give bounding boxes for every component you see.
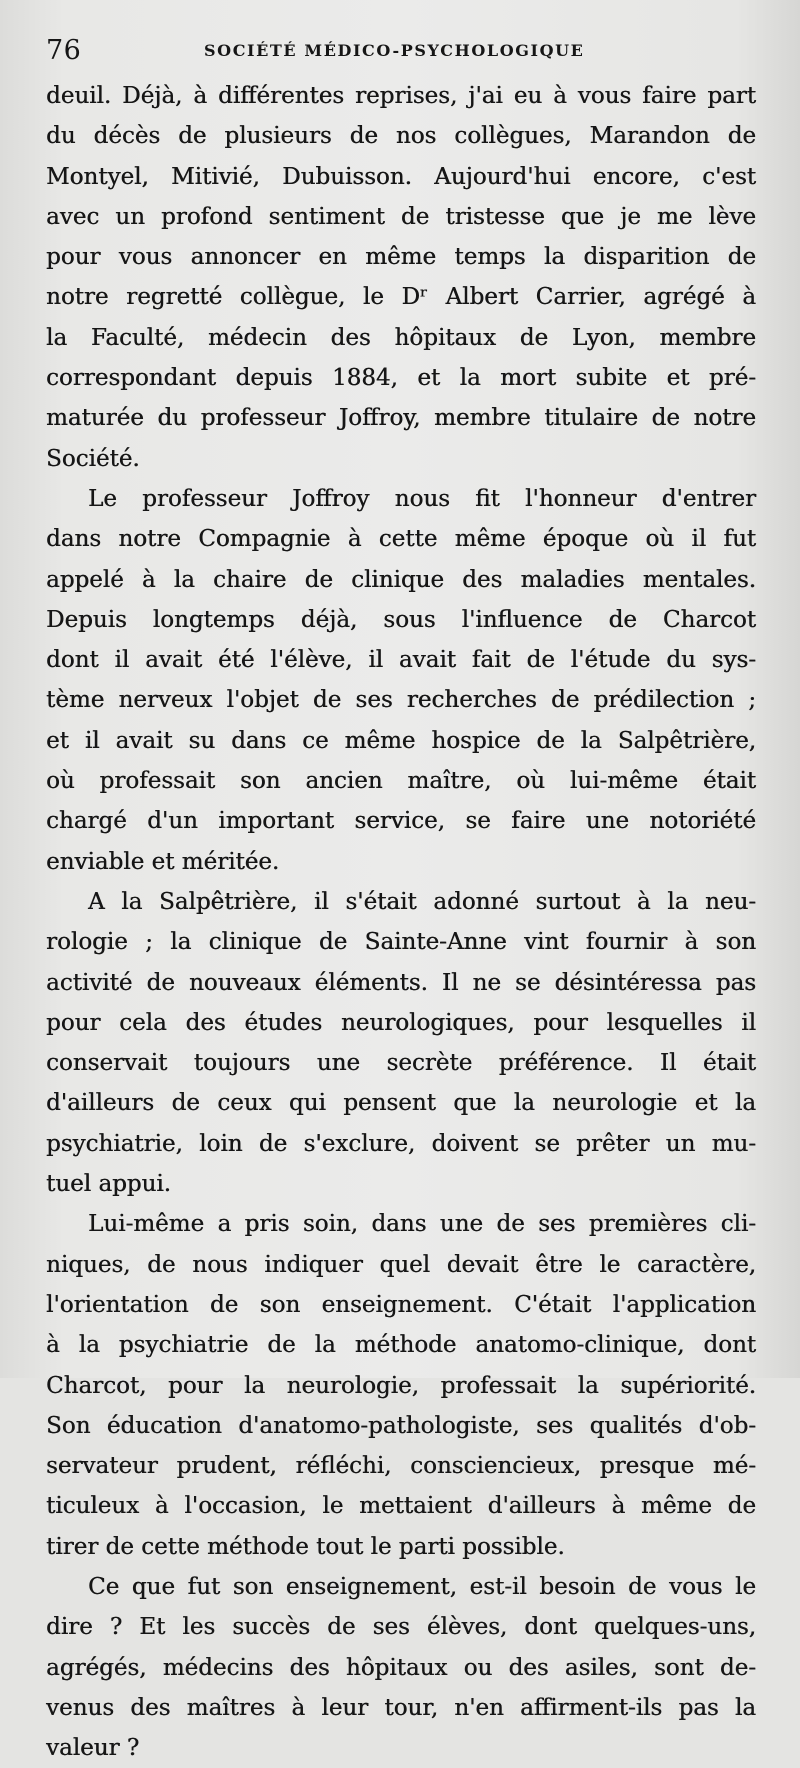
text-line: maturée du professeur Joffroy, membre titulaire de notre	[46, 405, 756, 432]
text-line: tuel appui.	[46, 1171, 171, 1198]
text-line: ticuleux à l'occasion, le mettaient d'ailleurs à même de	[46, 1493, 756, 1520]
text-line: Montyel, Mitivié, Dubuisson. Aujourd'hui encore, c'est	[46, 163, 756, 190]
text-line: valeur ?	[46, 1735, 140, 1762]
text-line: venus des maîtres à leur tour, n'en affirment-ils pas la	[46, 1694, 756, 1721]
body-text	[46, 76, 756, 1762]
text-line: pour cela des études neurologiques, pour lesquelles il	[46, 1009, 756, 1036]
text-line: rologie ; la clinique de Sainte-Anne vint fournir à son	[46, 929, 756, 956]
text-line: et il avait su dans ce même hospice de la Salpêtrière,	[46, 727, 756, 754]
running-head	[46, 34, 766, 68]
text-line: tirer de cette méthode tout le parti possible.	[46, 1533, 565, 1560]
text-line: l'orientation de son enseignement. C'était l'application	[46, 1291, 756, 1318]
text-line: dans notre Compagnie à cette même époque où il fut	[46, 526, 756, 553]
text-line: servateur prudent, réfléchi, consciencieux, presque mé-	[46, 1453, 756, 1480]
text-line: correspondant depuis 1884, et la mort subite et pré-	[46, 365, 756, 392]
text-line: Depuis longtemps déjà, sous l'influence de Charcot	[46, 606, 756, 633]
text-line: psychiatrie, loin de s'exclure, doivent se prêter un mu-	[46, 1130, 756, 1157]
page-number: 76	[46, 35, 82, 66]
text-line: où professait son ancien maître, où lui-même était	[46, 768, 756, 795]
paragraph-first-line: Lui-même a pris soin, dans une de ses premières cli-	[88, 1211, 756, 1238]
text-line: pour vous annoncer en même temps la disparition de	[46, 244, 756, 271]
text-line: tème nerveux l'objet de ses recherches de prédilection ;	[46, 687, 756, 714]
text-line: chargé d'un important service, se faire une notoriété	[46, 808, 756, 835]
paragraph-first-line: Ce que fut son enseignement, est-il besoin de vous le	[88, 1573, 756, 1600]
text-line: d'ailleurs de ceux qui pensent que la neurologie et la	[46, 1090, 756, 1117]
text-line: à la psychiatrie de la méthode anatomo-clinique, dont	[46, 1332, 756, 1359]
text-line: Charcot, pour la neurologie, professait la supériorité.	[46, 1372, 756, 1399]
text-line: Société.	[46, 445, 140, 472]
text-line: enviable et méritée.	[46, 848, 280, 875]
paragraph-first-line: A la Salpêtrière, il s'était adonné surtout à la neu-	[88, 888, 756, 915]
text-line: appelé à la chaire de clinique des maladies mentales.	[46, 566, 756, 593]
text-line: avec un profond sentiment de tristesse que je me lève	[46, 203, 756, 230]
text-line: activité de nouveaux éléments. Il ne se désintéressa pas	[46, 969, 756, 996]
text-line: la Faculté, médecin des hôpitaux de Lyon, membre	[46, 324, 756, 351]
text-line: deuil. Déjà, à différentes reprises, j'ai eu à vous faire part	[46, 83, 756, 109]
text-line: niques, de nous indiquer quel devait être le caractère,	[46, 1251, 756, 1278]
text-line: dire ? Et les succès de ses élèves, dont quelques-uns,	[46, 1614, 756, 1641]
journal-title: SOCIÉTÉ MÉDICO-PSYCHOLOGIQUE	[204, 41, 585, 60]
text-line: dont il avait été l'élève, il avait fait de l'étude du sys-	[46, 647, 756, 674]
paragraph-first-line: Le professeur Joffroy nous fit l'honneur d'entrer	[88, 485, 756, 512]
text-line: Son éducation d'anatomo-pathologiste, ses qualités d'ob-	[46, 1412, 756, 1439]
text-line: conservait toujours une secrète préférence. Il était	[46, 1050, 756, 1077]
text-line: agrégés, médecins des hôpitaux ou des asiles, sont de-	[46, 1654, 756, 1681]
text-line: notre regretté collègue, le Dʳ Albert Carrier, agrégé à	[46, 284, 756, 311]
text-line: du décès de plusieurs de nos collègues, Marandon de	[46, 123, 756, 150]
